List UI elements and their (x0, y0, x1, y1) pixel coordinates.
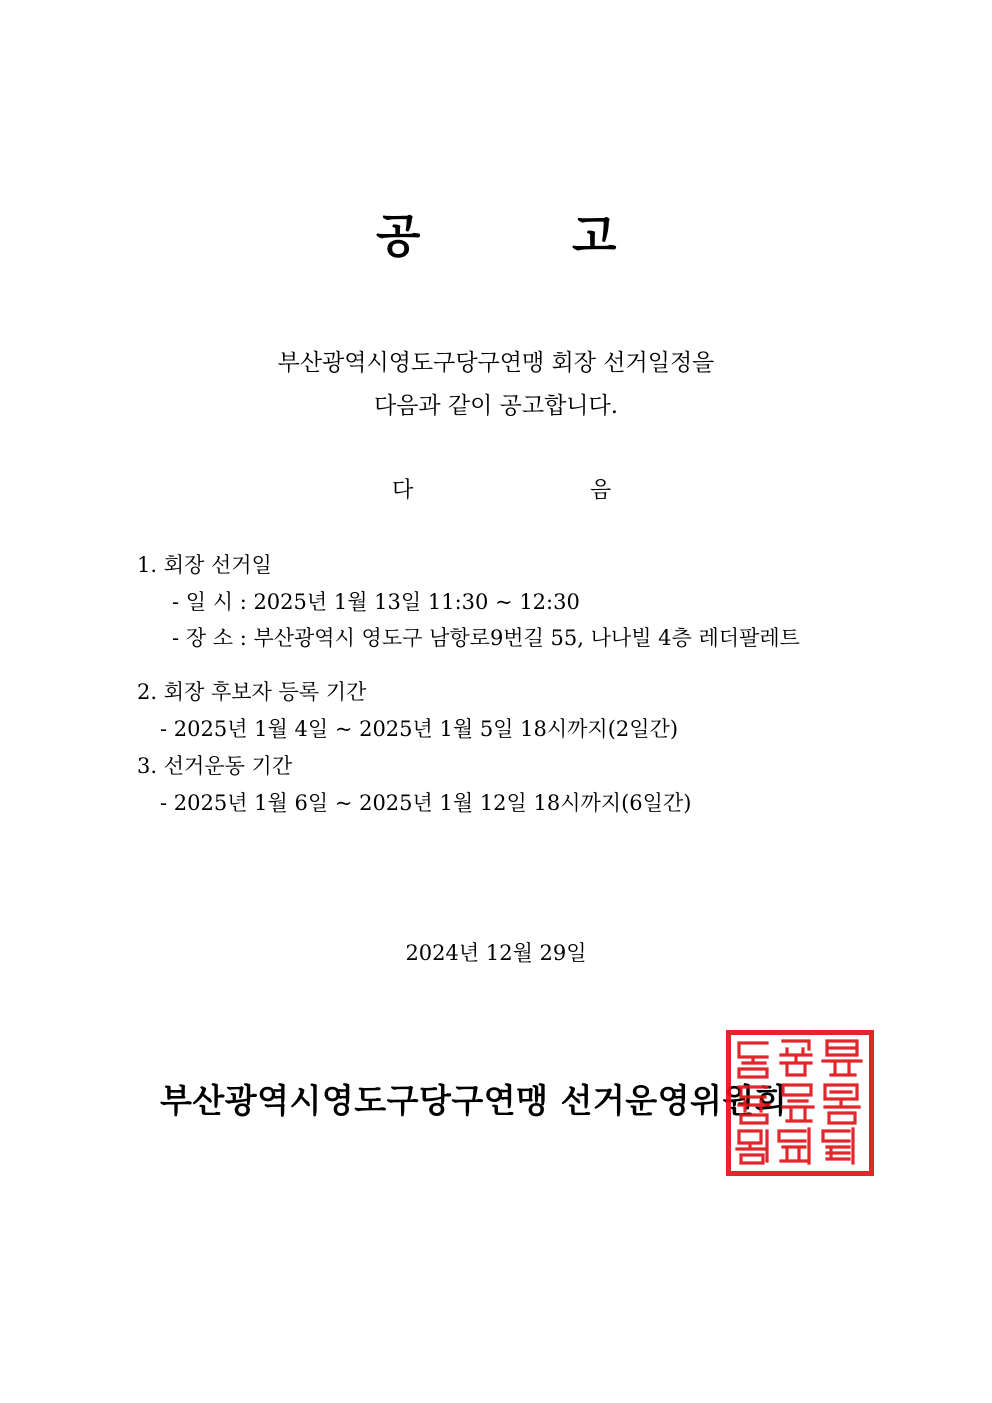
seal-glyphs (731, 1035, 869, 1171)
section-3-period: - 2025년 1월 6일 ~ 2025년 1월 12일 18시까지(6일간) (160, 791, 692, 815)
section-1-location: - 장 소 : 부산광역시 영도구 남항로9번길 55, 나나빌 4층 레더팔레트 (172, 626, 800, 650)
heading-char-2: 음 (590, 478, 612, 503)
title-char-1: 공 (376, 209, 421, 263)
title-char-2: 고 (572, 209, 617, 263)
section-3-title: 3. 선거운동 기간 (137, 754, 293, 778)
section-2-title: 2. 회장 후보자 등록 기간 (137, 680, 367, 704)
section-1-title: 1. 회장 선거일 (137, 553, 272, 577)
section-1-datetime: - 일 시 : 2025년 1월 13일 11:30 ~ 12:30 (172, 590, 580, 614)
signer-name: 부산광역시영도구당구연맹 선거운영위원회 (160, 1081, 788, 1120)
intro-line-1: 부산광역시영도구당구연맹 회장 선거일정을 (277, 350, 715, 376)
notice-date: 2024년 12월 29일 (405, 941, 587, 965)
intro-line-2: 다음과 같이 공고합니다. (373, 393, 619, 419)
section-2-period: - 2025년 1월 4일 ~ 2025년 1월 5일 18시까지(2일간) (160, 717, 679, 741)
official-seal-stamp (726, 1030, 874, 1176)
heading-char-1: 다 (392, 478, 414, 503)
